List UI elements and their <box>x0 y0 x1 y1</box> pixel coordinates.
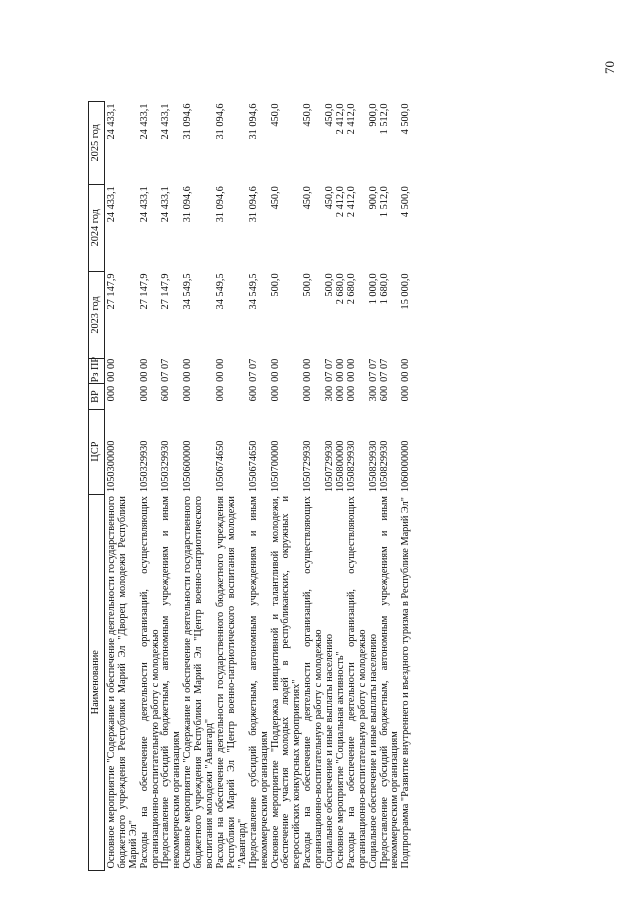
row-value-2024: 31 094,6 <box>247 186 259 223</box>
row-name: Основное мероприятие "Содержание и обеспечение деятельности государственного бюджетного учреждения Республики Марий Эл "Центр военно-патриотического воспитания молодежи "Авангард" <box>182 496 216 869</box>
row-csr: 1050674650 <box>247 440 259 493</box>
row-name: Социальное обеспечение и иные выплаты населению <box>367 633 379 869</box>
row-value-2023: 27 147,9 <box>105 273 117 310</box>
row-rz: 00 00 <box>269 358 281 382</box>
row-value-2024: 2 412,0 <box>334 186 346 218</box>
table-row <box>401 102 412 871</box>
row-vr: 000 <box>345 385 357 402</box>
row-name: Расходы на обеспечение деятельности государственного бюджетного учреждения Республики Марий Эл "Центр военно-патриотического воспитания молодежи "Авангард" <box>214 496 248 869</box>
row-vr: 000 <box>214 385 226 402</box>
header-2023: 2023 год <box>89 271 105 358</box>
header-2024: 2024 год <box>89 184 105 271</box>
row-value-2023: 1 000,0 <box>367 273 379 305</box>
row-value-2025: 31 094,6 <box>214 103 226 140</box>
row-rz: 00 00 <box>302 358 314 382</box>
row-csr: 1050674650 <box>214 440 226 493</box>
row-vr: 300 <box>324 385 336 402</box>
row-value-2024: 31 094,6 <box>182 186 194 223</box>
row-value-2023: 34 549,5 <box>214 273 226 310</box>
row-rz: 00 00 <box>345 358 357 382</box>
row-value-2025: 24 433,1 <box>105 103 117 140</box>
row-value-2024: 4 500,0 <box>400 186 412 218</box>
table-row <box>303 102 325 871</box>
table-row <box>271 102 304 871</box>
row-value-2025: 900,0 <box>367 103 379 127</box>
row-name: Основное мероприятие "Поддержка инициативной и талантливой молодежи, обеспечение участия молодых людей в республиканских, окружных и всероссийских конкурсных мероприятиях" <box>269 496 303 869</box>
row-csr: 1050300000 <box>105 440 117 493</box>
row-value-2023: 2 680,0 <box>345 273 357 305</box>
row-vr: 000 <box>138 385 150 402</box>
row-csr: 1060000000 <box>400 440 412 493</box>
row-csr: 1050829930 <box>378 440 390 493</box>
header-vr: ВР <box>89 384 105 409</box>
row-name: Предоставление субсидий бюджетным, автономным учреждениям и иным некоммерческим организациям <box>247 496 270 869</box>
header-csr: ЦСР <box>89 409 105 494</box>
table-row <box>249 102 271 871</box>
row-vr: 000 <box>302 385 314 402</box>
row-name: Расходы на обеспечение деятельности организаций, осуществляющих организационно-воспитательную работу с молодежью <box>345 496 368 869</box>
row-vr: 600 <box>378 385 390 402</box>
row-value-2025: 31 094,6 <box>182 103 194 140</box>
row-csr: 1050829930 <box>367 440 379 493</box>
row-csr: 1050729930 <box>324 440 336 493</box>
table-row <box>140 102 162 871</box>
row-csr: 1050329930 <box>160 440 172 493</box>
row-value-2024: 24 433,1 <box>160 186 172 223</box>
row-rz: 00 00 <box>400 358 412 382</box>
row-value-2024: 450,0 <box>302 186 314 210</box>
row-vr: 600 <box>160 385 172 402</box>
row-value-2024: 450,0 <box>269 186 281 210</box>
row-value-2023: 500,0 <box>302 273 314 297</box>
row-value-2025: 4 500,0 <box>400 103 412 135</box>
row-rz: 00 00 <box>105 358 117 382</box>
row-value-2024: 24 433,1 <box>105 186 117 223</box>
row-vr: 600 <box>247 385 259 402</box>
row-name: Основное мероприятие "Социальная активность" <box>334 651 346 869</box>
row-rz: 00 00 <box>182 358 194 382</box>
row-value-2025: 450,0 <box>324 103 336 127</box>
row-rz: 00 00 <box>214 358 226 382</box>
row-csr: 1050700000 <box>269 440 281 493</box>
row-rz: 07 07 <box>324 358 336 382</box>
row-vr: 000 <box>400 385 412 402</box>
row-vr: 000 <box>334 385 346 402</box>
row-value-2023: 2 680,0 <box>334 273 346 305</box>
row-value-2024: 900,0 <box>367 186 379 210</box>
row-csr: 1050600000 <box>182 440 194 493</box>
row-rz: 00 00 <box>334 358 346 382</box>
row-vr: 000 <box>105 385 117 402</box>
table-row <box>216 102 249 871</box>
row-value-2023: 500,0 <box>324 273 336 297</box>
row-csr: 1050829930 <box>345 440 357 493</box>
row-value-2025: 2 412,0 <box>334 103 346 135</box>
row-value-2023: 34 549,5 <box>247 273 259 310</box>
row-csr: 1050329930 <box>138 440 150 493</box>
row-name: Подпрограмма "Развитие внутреннего и въездного туризма в Республике Марий Эл" <box>400 497 412 869</box>
row-name: Предоставление субсидий бюджетным, автономным учреждениям и иным некоммерческим организациям <box>160 496 183 869</box>
table-body <box>104 102 412 871</box>
table-row <box>104 102 139 871</box>
row-value-2024: 1 512,0 <box>378 186 390 218</box>
row-value-2024: 24 433,1 <box>138 186 150 223</box>
row-rz: 07 07 <box>247 358 259 382</box>
row-value-2025: 31 094,6 <box>247 103 259 140</box>
row-value-2023: 1 680,0 <box>378 273 390 305</box>
row-vr: 300 <box>367 385 379 402</box>
row-csr: 1050800000 <box>334 440 346 493</box>
row-value-2024: 450,0 <box>324 186 336 210</box>
row-value-2025: 2 412,0 <box>345 103 357 135</box>
table-header-row <box>89 102 105 871</box>
row-rz: 07 07 <box>160 358 172 382</box>
header-name: Наименование <box>89 494 105 870</box>
rotated-page-content <box>88 101 528 871</box>
row-csr: 1050729930 <box>302 440 314 493</box>
table-row <box>347 102 369 871</box>
row-value-2025: 450,0 <box>269 103 281 127</box>
row-value-2023: 34 549,5 <box>182 273 194 310</box>
row-value-2023: 15 000,0 <box>400 273 412 310</box>
row-rz: 07 07 <box>367 358 379 382</box>
row-rz: 07 07 <box>378 358 390 382</box>
table-row <box>369 102 380 871</box>
row-name: Расходы на обеспечение деятельности организаций, осуществляющих организационно-воспитательную работу с молодежью <box>302 496 325 869</box>
budget-table <box>88 101 412 871</box>
row-name: Предоставление субсидий бюджетным, автономным учреждениям и иным некоммерческим организациям <box>378 496 401 869</box>
row-value-2025: 24 433,1 <box>160 103 172 140</box>
header-2025: 2025 год <box>89 102 105 185</box>
row-vr: 000 <box>269 385 281 402</box>
table-row <box>380 102 402 871</box>
row-name: Основное мероприятие "Содержание и обеспечение деятельности государственного бюджетного учреждения Республики Марий Эл "Дворец молодежи Республики Марий Эл" <box>105 496 139 869</box>
row-value-2024: 31 094,6 <box>214 186 226 223</box>
row-vr: 000 <box>182 385 194 402</box>
row-value-2025: 24 433,1 <box>138 103 150 140</box>
row-value-2023: 27 147,9 <box>138 273 150 310</box>
page-number: 70 <box>602 61 617 74</box>
table-row <box>161 102 183 871</box>
header-rzpr: Рз ПР <box>89 359 105 384</box>
row-name: Расходы на обеспечение деятельности организаций, осуществляющих организационно-воспитательную работу с молодежью <box>138 496 161 869</box>
row-value-2025: 450,0 <box>302 103 314 127</box>
row-value-2024: 2 412,0 <box>345 186 357 218</box>
row-value-2025: 1 512,0 <box>378 103 390 135</box>
row-value-2023: 500,0 <box>269 273 281 297</box>
table-row <box>183 102 216 871</box>
row-rz: 00 00 <box>138 358 150 382</box>
row-value-2023: 27 147,9 <box>160 273 172 310</box>
row-name: Социальное обеспечение и иные выплаты населению <box>324 633 336 869</box>
